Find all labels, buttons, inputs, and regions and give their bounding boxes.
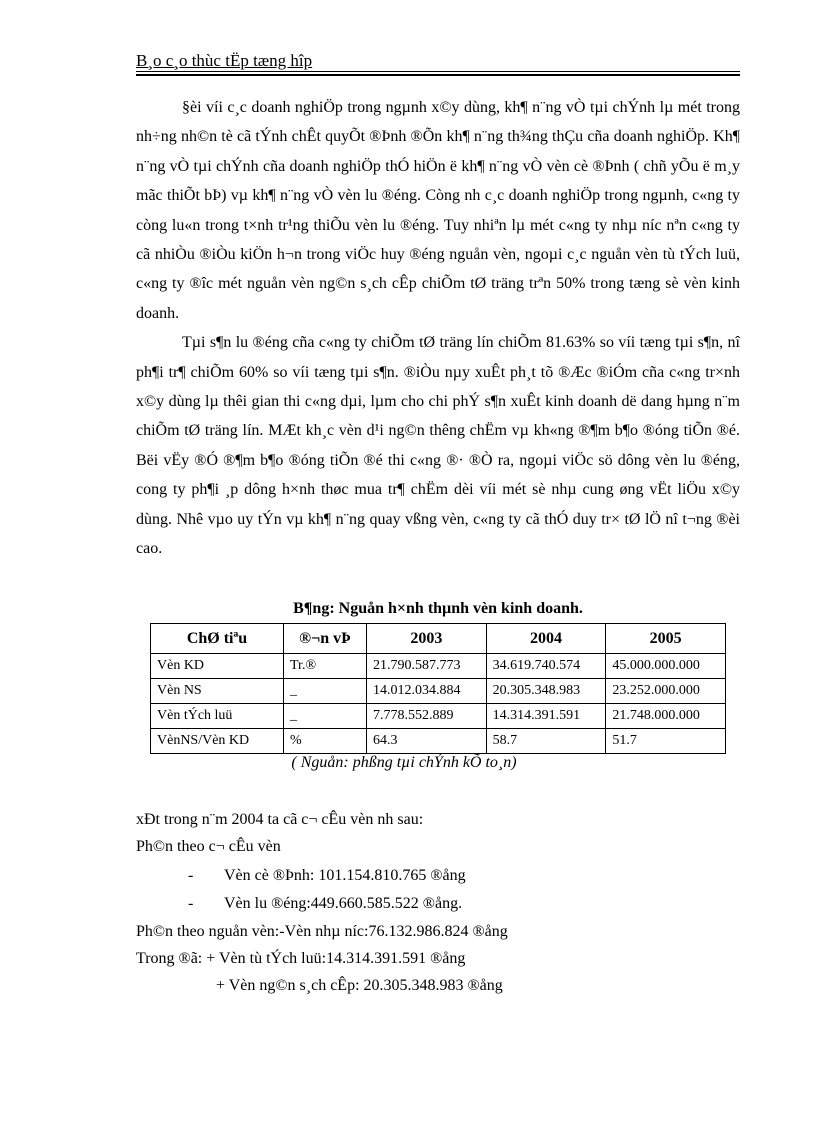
table-cell: Tr.® [284, 654, 367, 679]
table-source-note: ( Nguån: phßng tµi chÝnh kÕ to¸n) [291, 754, 517, 771]
table-cell: _ [284, 679, 367, 704]
header-cell: 2005 [606, 624, 726, 654]
working-capital-line [188, 895, 462, 913]
table-header-row [151, 624, 726, 654]
header-cell: ChØ tiªu [151, 624, 284, 654]
header-rule-thick [136, 74, 740, 76]
structure-title: Ph©n theo c¬ cÊu vèn [136, 838, 281, 855]
header-cell: 2003 [367, 624, 487, 654]
table-row [151, 654, 726, 679]
table-cell: Vèn KD [151, 654, 284, 679]
fixed-capital-text: Vèn cè ®Þnh: 101.154.810.765 ®ång [224, 867, 466, 884]
working-capital-text: Vèn lu ®éng:449.660.585.522 ®ång. [224, 895, 463, 912]
capital-source-table [150, 623, 726, 754]
table-cell: 20.305.348.983 [486, 679, 606, 704]
table-cell: % [284, 729, 367, 754]
header-cell: ®¬n vÞ [284, 624, 367, 654]
paragraph-1: §èi víi c¸c doanh nghiÖp trong ngµnh x©y dùng, kh¶ n¨ng vÒ tµi chÝnh lµ mét trong nh÷ng nh©n tè cã tÝnh chÊt quyÕt ®Þnh ®Õn kh¶ n¨ng th¾ng thÇu cña doanh nghiÖp. Kh¶ n¨ng vÒ tµi chÝnh cña doanh nghiÖp thÓ hiÖn ë kh¶ n¨ng vÒ vèn cè ®Þnh ( chñ yÕu ë m¸y mãc thiÕt bÞ) vµ kh¶ n¨ng vÒ vèn lu ®éng. Còng nh c¸c doanh nghiÖp trong ngµnh, c«ng ty còng lu«n trong t×nh tr¹ng thiÕu vèn lu ®éng. Tuy nhiªn lµ mét c«ng ty nhµ níc nªn c«ng ty cã nhiÒu ®iÒu kiÖn h¬n trong viÖc huy ®éng nguån vèn, ngoµi c¸c nguån vèn tù tÝch luü, c«ng ty ®îc mét nguån vèn ng©n s¸ch cÊp chiÕm tØ träng trªn 50% trong tæng sè vèn kinh doanh. [136, 99, 740, 322]
table-cell: 14.314.391.591 [486, 704, 606, 729]
accumulated-capital-line: Trong ®ã: + Vèn tù tÝch luü:14.314.391.591 ®ång [136, 950, 466, 967]
header-cell: 2004 [486, 624, 606, 654]
intro-line: xÐt trong n¨m 2004 ta cã c¬ cÊu vèn nh sau: [136, 811, 424, 828]
header-rule-thin [136, 71, 740, 72]
table-cell: VènNS/Vèn KD [151, 729, 284, 754]
table-cell: 51.7 [606, 729, 726, 754]
paragraph-2: Tµi s¶n lu ®éng cña c«ng ty chiÕm tØ träng lín chiÕm 81.63% so víi tæng tµi s¶n, nî ph¶i tr¶ chiÕm 60% so víi tæng tµi s¶n. ®iÒu nµy xuÊt ph¸t tõ ®Æc ®iÓm cña c«ng tr×nh x©y dùng lµ thêi gian thi c«ng dµi, lµm cho chi phÝ s¶n xuÊt kinh doanh dë dang hµng n¨m chiÕm tØ träng lín. MÆt kh¸c vèn d¹i ng©n thêng chËm vµ kh«ng ®¶m b¶o ®óng tiÕn ®é. Bëi vËy ®Ó ®¶m b¶o ®óng tiÕn ®é thi c«ng ®· ®Ò ra, ngoµi viÖc sö dông vèn lu ®éng, cong ty ph¶i ¸p dông h×nh thøc mua tr¶ chËm dèi víi mét sè nhµ cung øng vËt liÖu x©y dùng. Nhê vµo uy tÝn vµ kh¶ n¨ng quay vßng vèn, c«ng ty cã thÓ duy tr× tØ lÖ nî t¬ng ®èi cao. [136, 334, 740, 558]
table-cell: 45.000.000.000 [606, 654, 726, 679]
table-cell: 21.748.000.000 [606, 704, 726, 729]
page-header-title: B¸o c¸o thùc tËp tæng hîp [136, 51, 313, 70]
table-title: B¶ng: Nguån h×nh thµnh vèn kinh doanh. [293, 600, 583, 617]
table-cell: Vèn NS [151, 679, 284, 704]
table-row [151, 704, 726, 729]
table-row [151, 729, 726, 754]
by-source-line: Ph©n theo nguån vèn:-Vèn nhµ níc:76.132.986.824 ®ång [136, 923, 508, 940]
table-cell: 34.619.740.574 [486, 654, 606, 679]
fixed-capital-line [188, 867, 466, 885]
table-cell: 7.778.552.889 [367, 704, 487, 729]
table-row [151, 679, 726, 704]
table-cell: Vèn tÝch luü [151, 704, 284, 729]
table-cell: 14.012.034.884 [367, 679, 487, 704]
table-cell: 64.3 [367, 729, 487, 754]
budget-capital-line: + Vèn ng©n s¸ch cÊp: 20.305.348.983 ®ång [216, 977, 503, 994]
table-cell: _ [284, 704, 367, 729]
table-cell: 21.790.587.773 [367, 654, 487, 679]
table-cell: 23.252.000.000 [606, 679, 726, 704]
list-dash: - [188, 895, 194, 912]
table-cell: 58.7 [486, 729, 606, 754]
list-dash: - [188, 867, 194, 884]
body-text [136, 93, 740, 564]
